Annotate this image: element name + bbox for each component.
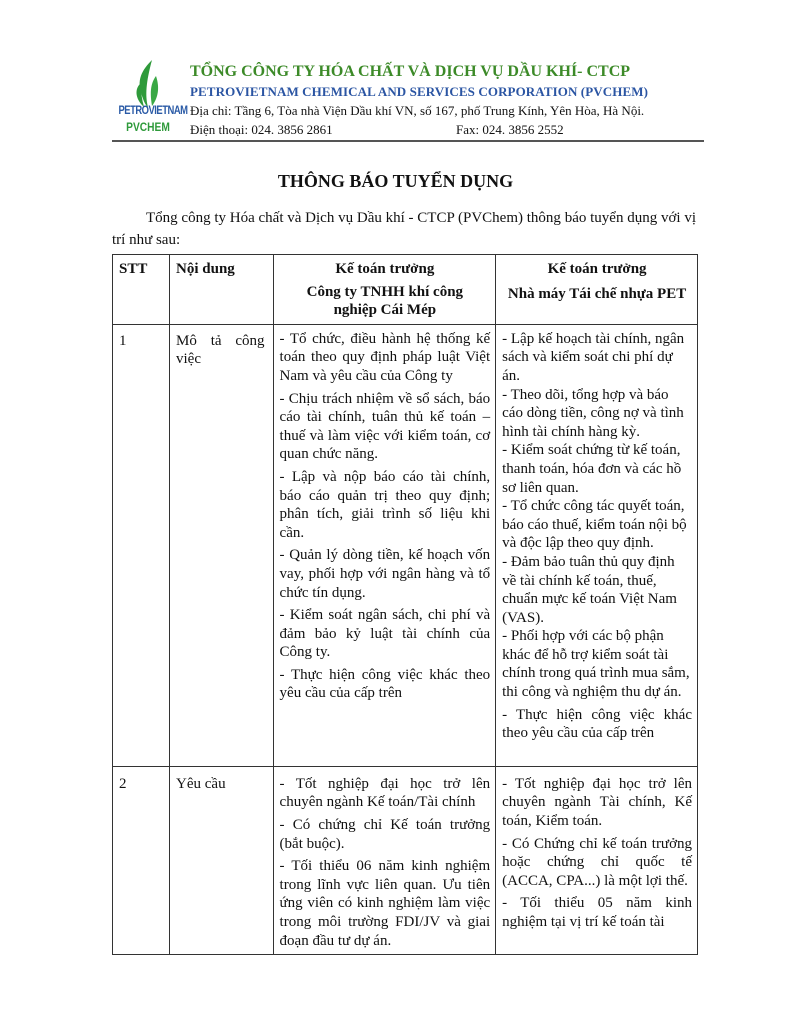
company-name-en: PETROVIETNAM CHEMICAL AND SERVICES CORPORATION (PVCHEM): [190, 84, 649, 99]
list-item: - Phối hợp với các bộ phận khác để hỗ trợ kiểm soát tài chính trong quá trình mua sắm, thi công và nghiệm thu dự án.: [502, 628, 690, 701]
row-content-label: Yêu cầu: [170, 766, 274, 954]
company-name-vi: TỔNG CÔNG TY HÓA CHẤT VÀ DỊCH VỤ DẦU KHÍ- CTCP: [190, 63, 631, 80]
logo-text-petrovietnam: PETROVIETNAM: [118, 105, 188, 117]
list-item: - Có Chứng chỉ kế toán trưởng hoặc chứng chỉ quốc tế (ACCA, CPA...) là một lợi thế.: [502, 835, 692, 889]
intro-paragraph: Tổng công ty Hóa chất và Dịch vụ Dầu khí - CTCP (PVChem) thông báo tuyển dụng với vị trí như sau:: [112, 210, 696, 248]
header-stt: STT: [113, 255, 170, 325]
row-col3: [273, 766, 496, 954]
header-company: Công ty TNHH khí công nghiệp Cái Mép: [306, 283, 464, 319]
list-item: - Có chứng chỉ Kế toán trưởng (bắt buộc).: [279, 816, 491, 852]
table-row: [113, 766, 698, 954]
document-title: THÔNG BÁO TUYỂN DỤNG: [277, 171, 514, 191]
header-divider: [112, 140, 704, 142]
list-item: - Kiểm soát chứng từ kế toán, thanh toán, hóa đơn và các hồ sơ liên quan.: [502, 442, 682, 496]
list-item: - Theo dõi, tổng hợp và báo cáo dòng tiền, công nợ và tình hình tài chính hàng kỳ.: [502, 386, 684, 440]
list-item: - Tổ chức, điều hành hệ thống kế toán theo quy định pháp luật Việt Nam và yêu cầu của Công ty: [279, 330, 491, 384]
header-position-title: Kế toán trưởng: [547, 261, 647, 277]
header-content: Nội dung: [170, 255, 274, 325]
header-position-pet: [496, 255, 698, 325]
list-item: - Quản lý dòng tiền, kế hoạch vốn vay, phối hợp với ngân hàng và tổ chức tín dụng.: [279, 547, 491, 601]
company-address: Địa chỉ: Tầng 6, Tòa nhà Viện Dầu khí VN, số 167, phố Trung Kính, Yên Hòa, Hà Nội.: [190, 103, 645, 118]
table-header-row: [113, 255, 698, 325]
row-col4: [496, 766, 698, 954]
company-logo: [112, 58, 188, 150]
flame-leaf-icon: [112, 58, 184, 108]
list-item: - Lập kế hoạch tài chính, ngân sách và kiểm soát chi phí dự án.: [502, 330, 685, 384]
list-item: - Thực hiện công việc khác theo yêu cầu của cấp trên: [502, 706, 692, 742]
header-position-cai-mep: [273, 255, 496, 325]
list-item: - Tổ chức công tác quyết toán, báo cáo thuế, kiểm toán nội bộ và độc lập theo quy định.: [502, 498, 687, 552]
list-item: - Tối thiểu 06 năm kinh nghiệm trong lĩnh vực liên quan. Ưu tiên ứng viên có kinh nghiệm làm việc trong môi trường FDI/JV và giai đoạn đầu tư dự án.: [279, 858, 491, 949]
list-item: - Tối thiểu 05 năm kinh nghiệm tại vị trí kế toán tài: [502, 895, 692, 930]
list-item: - Kiểm soát ngân sách, chi phí và đảm bảo kỷ luật tài chính của Công ty.: [279, 607, 491, 661]
company-phone: Điện thoại: 024. 3856 2861: [190, 122, 333, 137]
list-item: - Chịu trách nhiệm về sổ sách, báo cáo tài chính, tuân thủ kế toán – thuế và làm việc với kiểm toán, cơ quan chức năng.: [279, 390, 491, 463]
list-item: - Tốt nghiệp đại học trở lên chuyên ngành Tài chính, Kế toán, Kiểm toán.: [502, 775, 692, 829]
row-content-label: Mô tả công việc: [170, 324, 274, 766]
list-item: - Thực hiện công việc khác theo yêu cầu của cấp trên: [279, 666, 491, 702]
list-item: - Lập và nộp báo cáo tài chính, báo cáo quản trị theo quy định; phân tích, giải trình số liệu khi cần.: [279, 468, 491, 541]
job-table: [112, 254, 698, 955]
row-col4: [496, 324, 698, 766]
row-stt: 1: [113, 324, 170, 766]
list-item: - Đảm bảo tuân thủ quy định về tài chính kế toán, thuế, chuẩn mực kế toán Việt Nam (VAS).: [502, 553, 677, 626]
header-position-title: Kế toán trưởng: [335, 261, 435, 277]
table-row: [113, 324, 698, 766]
company-fax: Fax: 024. 3856 2552: [456, 122, 564, 137]
header-company: Nhà máy Tái chế nhựa PET: [507, 285, 687, 302]
list-item: - Tốt nghiệp đại học trở lên chuyên ngành Kế toán/Tài chính: [279, 775, 491, 811]
row-col3: [273, 324, 496, 766]
logo-text-pvchem: PVCHEM: [126, 120, 170, 134]
row-stt: 2: [113, 766, 170, 954]
